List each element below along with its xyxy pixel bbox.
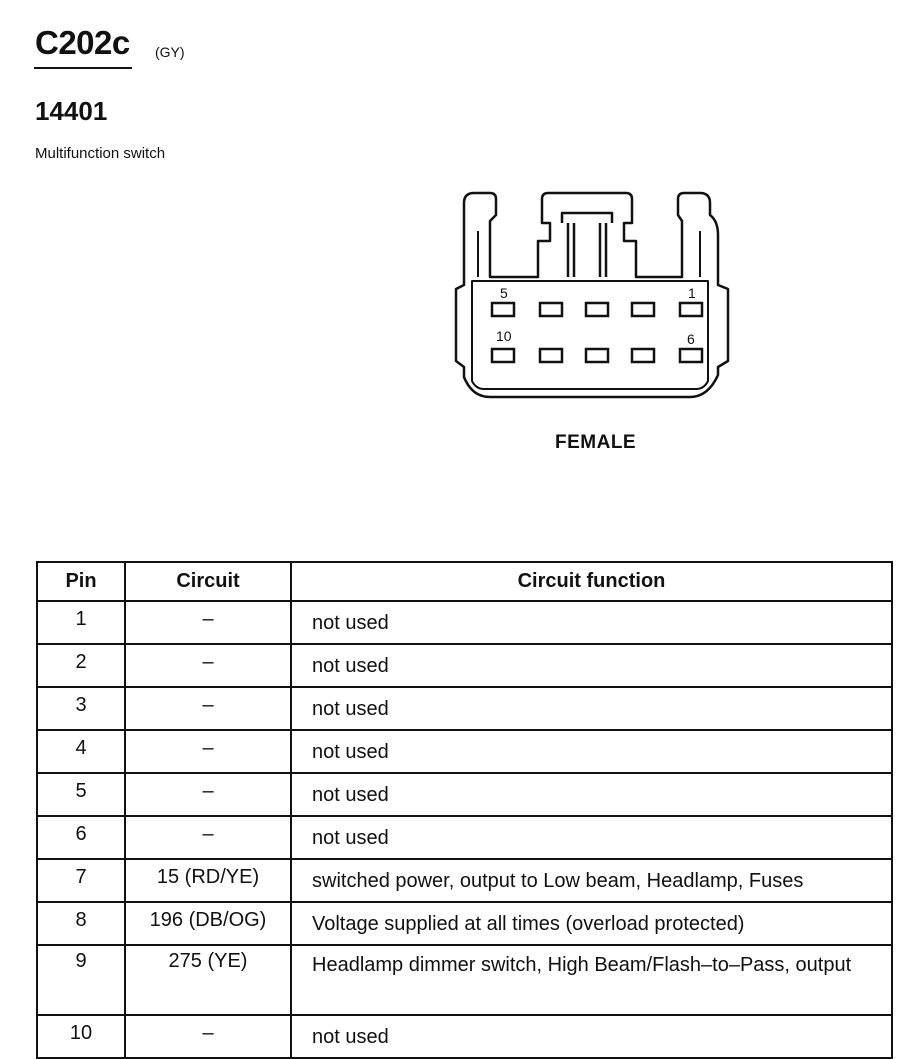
circuit-cell: – [125,687,291,730]
function-cell: not used [291,816,892,859]
circuit-cell: – [125,1015,291,1058]
connector-id: C202c [35,24,130,61]
pin-socket [492,349,514,362]
function-cell: not used [291,773,892,816]
table-row [37,816,892,859]
circuit-cell: 196 (DB/OG) [125,902,291,945]
latch-outline [562,213,612,277]
function-cell: not used [291,687,892,730]
circuit-cell: 275 (YE) [125,945,291,1015]
pin-socket [540,349,562,362]
pin-cell: 3 [37,687,125,730]
pin-cell: 8 [37,902,125,945]
circuit-cell: – [125,816,291,859]
header-circuit: Circuit [125,562,291,601]
table-header-row [37,562,892,601]
circuit-cell: – [125,644,291,687]
function-cell: not used [291,1015,892,1058]
header-pin: Pin [37,562,125,601]
connector-gender: FEMALE [555,432,637,453]
connector-id-underline [34,67,132,69]
circuit-cell: – [125,601,291,644]
function-cell: Voltage supplied at all times (overload protected) [291,902,892,945]
function-cell: not used [291,644,892,687]
pin-cell: 5 [37,773,125,816]
pin-cell: 7 [37,859,125,902]
pinout-table [36,561,893,1059]
circuit-cell: – [125,730,291,773]
pin-socket [540,303,562,316]
table-row [37,902,892,945]
pin-label-10: 10 [496,328,512,344]
table-row [37,687,892,730]
pin-cell: 10 [37,1015,125,1058]
pin-cell: 2 [37,644,125,687]
table-row [37,859,892,902]
circuit-cell: 15 (RD/YE) [125,859,291,902]
header-circuit-function: Circuit function [291,562,892,601]
pin-socket [492,303,514,316]
function-cell: not used [291,601,892,644]
connector-color: (GY) [155,44,185,60]
pin-socket [586,349,608,362]
pin-label-6: 6 [687,331,695,347]
circuit-cell: – [125,773,291,816]
pin-cell: 1 [37,601,125,644]
connector-face-diagram [450,185,750,415]
pin-cell: 4 [37,730,125,773]
pin-cell: 9 [37,945,125,1015]
function-cell: not used [291,730,892,773]
pin-socket [680,349,702,362]
pin-socket [680,303,702,316]
pin-socket [632,349,654,362]
pin-socket [586,303,608,316]
function-cell: switched power, output to Low beam, Headlamp, Fuses [291,859,892,902]
part-number: 14401 [35,96,108,126]
table-row [37,773,892,816]
pin-socket [632,303,654,316]
function-cell: Headlamp dimmer switch, High Beam/Flash–to–Pass, output [291,945,892,1015]
pin-cell: 6 [37,816,125,859]
component-description: Multifunction switch [35,145,166,162]
table-row [37,601,892,644]
table-row [37,1015,892,1058]
pin-label-1: 1 [688,285,696,301]
table-row [37,945,892,1015]
pin-label-5: 5 [500,285,508,301]
table-row [37,730,892,773]
table-row [37,644,892,687]
